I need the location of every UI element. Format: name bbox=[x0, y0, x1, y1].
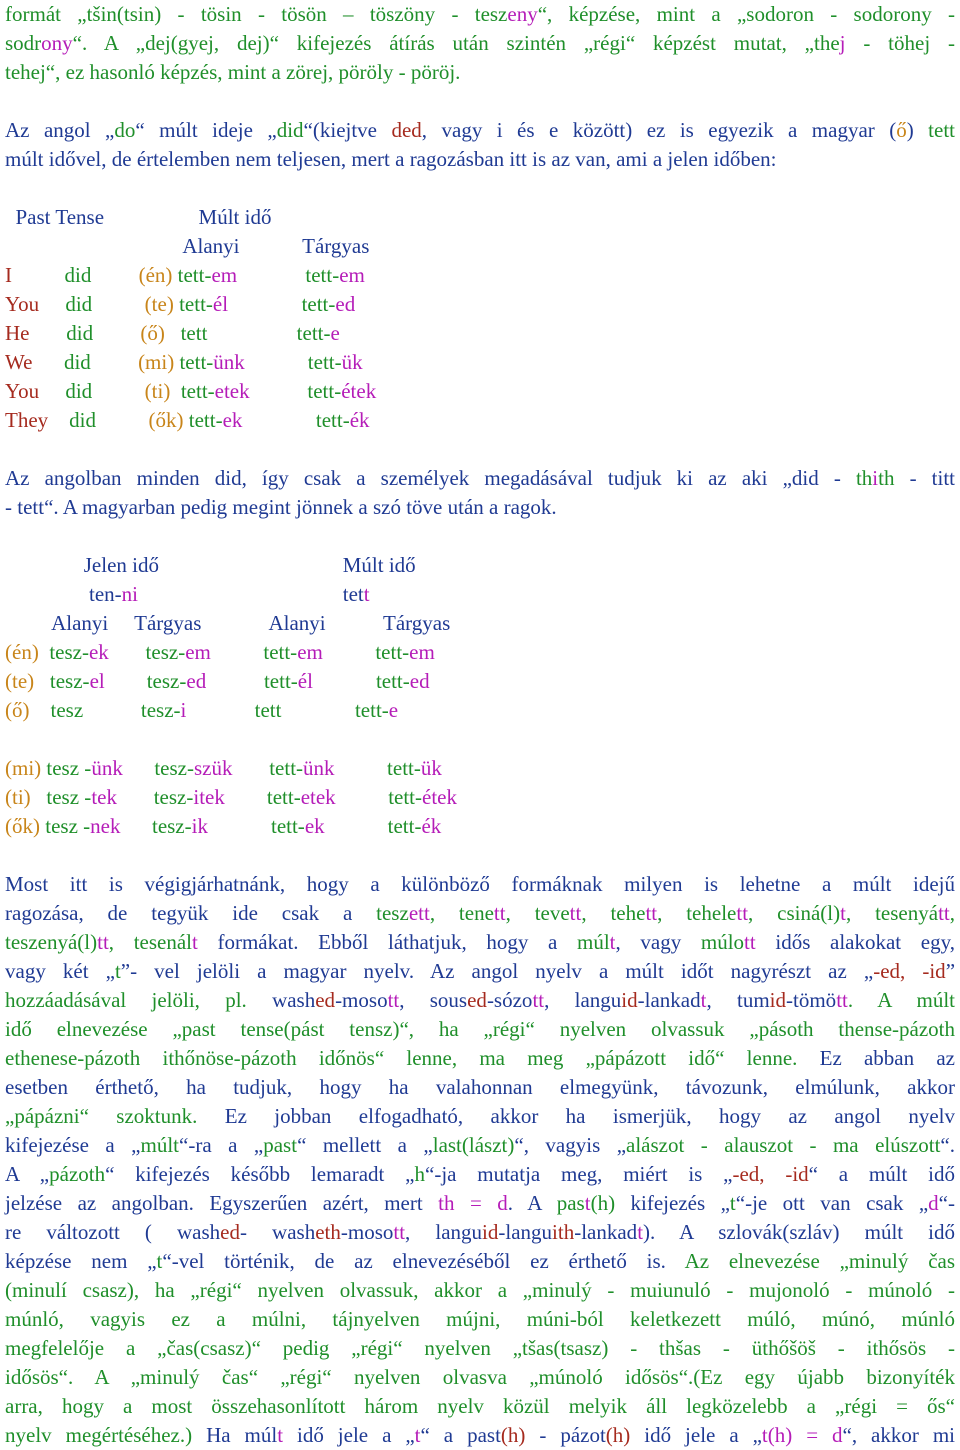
text-run: szük bbox=[193, 756, 233, 780]
text-run: „pápázni“ szoktunk. bbox=[5, 1104, 198, 1128]
text-run: id bbox=[482, 1220, 499, 1244]
text-run: t bbox=[609, 930, 616, 954]
text-run: nyelv megértéséhez.) bbox=[5, 1423, 193, 1447]
text-run: “-ra a „ bbox=[179, 1133, 264, 1157]
text-run: tett- bbox=[334, 756, 421, 780]
text-run: tett- bbox=[172, 263, 212, 287]
text-run: ni bbox=[121, 582, 138, 606]
text-run: (én) bbox=[5, 640, 39, 664]
text-run: ek bbox=[222, 408, 243, 432]
text-run: Az angolban minden did, így csak a személyek megadásával tudjuk ki az aki „did - bbox=[5, 466, 856, 490]
text-run: “, képzése, mint a „sodoron - sodorony - bbox=[537, 2, 955, 26]
text-run: tesz bbox=[376, 901, 409, 925]
text-run: Past Tense Múlt idő bbox=[5, 205, 272, 229]
text-run: Ez abban az bbox=[797, 1046, 955, 1070]
text-line bbox=[5, 319, 955, 348]
text-run: ett bbox=[408, 901, 430, 925]
text-run: - wash bbox=[239, 1220, 316, 1244]
text-run: tett- bbox=[206, 669, 298, 693]
text-run: él bbox=[212, 292, 229, 316]
text-line bbox=[5, 870, 955, 899]
text-run: (h) bbox=[590, 1191, 616, 1215]
text-run: th bbox=[878, 466, 895, 490]
text-run: -moso bbox=[340, 1220, 394, 1244]
text-run: - töhej - bbox=[845, 31, 955, 55]
text-line bbox=[5, 348, 955, 377]
text-run: em bbox=[185, 640, 211, 664]
text-run: pas bbox=[556, 1191, 585, 1215]
text-run: t bbox=[114, 959, 121, 983]
text-run: formát „tšin(tsin) - tösin - tösön – töszöny - tesz bbox=[5, 2, 508, 26]
text-run: , tesenál bbox=[108, 930, 192, 954]
text-run: -lankad bbox=[574, 1220, 638, 1244]
text-run: (én) bbox=[138, 263, 173, 287]
text-run: Az elnevezése „minulý čas bbox=[684, 1249, 956, 1273]
text-run: - tett“. A magyarban pedig megint jönnek a szó töve után a ragok. bbox=[5, 495, 557, 519]
text-run: tett- bbox=[173, 292, 213, 316]
text-run: “-vel történik, de az elnevezéséből ez érthető is. bbox=[162, 1249, 685, 1273]
text-run: ” bbox=[945, 959, 956, 983]
text-run: “ a múlt idő bbox=[808, 1162, 956, 1186]
text-run: múlt bbox=[140, 1133, 180, 1157]
text-run: idősös“. A „minulý čas“ „régi“ nyelven olvasva „múnoló idősös“.(Ez egy újabb bizonyíték bbox=[5, 1365, 955, 1389]
text-run: tet bbox=[138, 582, 364, 606]
text-run: ek bbox=[88, 640, 109, 664]
text-run: tett bbox=[928, 118, 955, 142]
text-run: tt bbox=[569, 901, 582, 925]
text-line bbox=[5, 928, 955, 957]
text-run: (ő) bbox=[140, 321, 165, 345]
text-run: ) bbox=[906, 118, 929, 142]
text-run: tt bbox=[736, 901, 749, 925]
text-run: Most itt is végigjárhatnánk, hogy a különböző formáknak milyen is lehetne a múlt idejű bbox=[5, 872, 955, 896]
text-run: tett- bbox=[249, 379, 342, 403]
text-line bbox=[5, 1102, 955, 1131]
text-run: i bbox=[872, 466, 879, 490]
text-run: formákat. Ebből láthatjuk, hogy a bbox=[197, 930, 577, 954]
text-line bbox=[5, 1073, 955, 1102]
text-line bbox=[5, 1392, 955, 1421]
text-line bbox=[5, 493, 955, 522]
text-run: , tehele bbox=[657, 901, 737, 925]
text-run: tett- bbox=[174, 350, 214, 374]
text-run: , tehe bbox=[581, 901, 646, 925]
text-line bbox=[5, 1334, 955, 1363]
text-run: étek bbox=[341, 379, 377, 403]
text-run: em bbox=[297, 640, 323, 664]
text-run: ed bbox=[467, 988, 487, 1012]
text-run: sodr bbox=[5, 31, 42, 55]
text-run: last(lászt) bbox=[432, 1133, 515, 1157]
text-run: alászot - alauszot - ma elúszott bbox=[626, 1133, 941, 1157]
text-run: tt bbox=[387, 988, 400, 1012]
text-line bbox=[5, 638, 955, 667]
text-run: tesz- bbox=[122, 756, 194, 780]
text-run: tett- bbox=[242, 408, 350, 432]
text-run: tt bbox=[393, 1220, 406, 1244]
text-run: eny bbox=[507, 2, 538, 26]
text-run: “ kifejezés később lemaradt „ bbox=[105, 1162, 415, 1186]
text-run: t bbox=[700, 988, 707, 1012]
text-run: . A múlt bbox=[847, 988, 956, 1012]
text-run: (te) bbox=[5, 669, 35, 693]
text-line bbox=[5, 1421, 955, 1450]
text-line bbox=[5, 406, 955, 435]
text-run: did bbox=[65, 379, 145, 403]
text-run: (ő) bbox=[5, 698, 30, 722]
text-run: (minulí csasz), ha „régi“ nyelven olvassuk, akkor a „minulý - muiunuló - mujonoló - múnoló - bbox=[5, 1278, 955, 1302]
text-run: , bbox=[949, 901, 955, 925]
text-run: ük bbox=[341, 350, 363, 374]
text-run: etek bbox=[300, 785, 336, 809]
text-run: “ mellett a „ bbox=[297, 1133, 433, 1157]
text-run: , langu bbox=[405, 1220, 483, 1244]
text-run: tesz - bbox=[30, 785, 92, 809]
text-run: “(kiejtve bbox=[303, 118, 392, 142]
text-line bbox=[5, 754, 955, 783]
text-line bbox=[5, 58, 955, 87]
text-run: em bbox=[339, 263, 365, 287]
text-run: ragozása, de tegyük ide csak a bbox=[5, 901, 377, 925]
text-run: tesz - bbox=[40, 814, 91, 838]
text-run: tett- bbox=[183, 408, 223, 432]
text-line bbox=[5, 1247, 955, 1276]
text-run: tek bbox=[91, 785, 117, 809]
text-run: tesz tesz- bbox=[29, 698, 181, 722]
text-run: ed bbox=[409, 669, 430, 693]
text-run: kifejezés „ bbox=[615, 1191, 730, 1215]
text-run: jelzése az angolban. Egyszerűen azért, mert bbox=[5, 1191, 439, 1215]
text-run: (ők) bbox=[5, 814, 40, 838]
text-run: -sózo bbox=[486, 988, 533, 1012]
text-run: th bbox=[855, 466, 873, 490]
text-run: Jelen idő Múlt idő bbox=[5, 553, 416, 577]
text-run: “- bbox=[938, 1191, 955, 1215]
text-line bbox=[5, 609, 955, 638]
text-line bbox=[5, 957, 955, 986]
text-run: t(h) = d bbox=[761, 1423, 843, 1447]
text-run: ed bbox=[315, 988, 336, 1012]
text-run: - titt bbox=[894, 466, 955, 490]
text-run: tesz- bbox=[104, 669, 187, 693]
text-run: “, vagyis „ bbox=[514, 1133, 627, 1157]
text-line bbox=[5, 116, 955, 145]
text-run: tesz- bbox=[34, 669, 90, 693]
text-run: idő jele a „ bbox=[630, 1423, 762, 1447]
text-run: t bbox=[156, 1249, 163, 1273]
text-run: tehej“, ez hasonló képzés, mint a zörej, pöröly - pöröj. bbox=[5, 60, 461, 84]
text-run: tt bbox=[744, 930, 756, 954]
text-run: , csiná(l) bbox=[748, 901, 841, 925]
text-run: did bbox=[66, 321, 141, 345]
text-run: idő elnevezése „past tense(pást tensz)“, ha „régi“ nyelven olvassuk „pásoth thense-pázoth bbox=[5, 1017, 955, 1041]
text-run: , teve bbox=[505, 901, 570, 925]
text-run: “-je ott van csak „ bbox=[735, 1191, 929, 1215]
text-run: “. bbox=[940, 1133, 955, 1157]
text-run: ünk bbox=[213, 350, 245, 374]
text-run: e bbox=[330, 321, 340, 345]
text-line bbox=[5, 1015, 955, 1044]
text-run: - pázot bbox=[525, 1423, 606, 1447]
text-run: tett- bbox=[244, 350, 342, 374]
text-run: ünk bbox=[303, 756, 335, 780]
text-run: képzése nem „ bbox=[5, 1249, 157, 1273]
text-run: -ed, -id bbox=[732, 1162, 809, 1186]
text-run: Ha múl bbox=[192, 1423, 278, 1447]
text-run: etek bbox=[214, 379, 250, 403]
text-run: , vagy bbox=[615, 930, 701, 954]
text-run: tesz- bbox=[120, 814, 192, 838]
text-run: e bbox=[388, 698, 399, 722]
text-run: He bbox=[5, 321, 67, 345]
text-line bbox=[5, 1363, 955, 1392]
text-run: (ők) bbox=[148, 408, 184, 432]
text-run: “-ja mutatja meg, miért is „ bbox=[425, 1162, 733, 1186]
text-run: -lankad bbox=[637, 988, 701, 1012]
text-run: ed bbox=[220, 1220, 240, 1244]
text-run: i bbox=[180, 698, 187, 722]
text-line bbox=[5, 1218, 955, 1247]
text-run: t bbox=[584, 1191, 591, 1215]
text-run: t bbox=[363, 582, 370, 606]
text-line bbox=[5, 812, 955, 841]
text-run: . A bbox=[507, 1191, 557, 1215]
text-run: I bbox=[5, 263, 65, 287]
text-line bbox=[5, 1276, 955, 1305]
text-run: -langu bbox=[498, 1220, 553, 1244]
text-run: , vagy i és e között) ez is egyezik a magyar ( bbox=[421, 118, 897, 142]
text-run: past bbox=[263, 1133, 298, 1157]
text-run: ék bbox=[421, 814, 442, 838]
text-run: “. A „dej(gyej, dej)“ kifejezés átírás után szintén „régi“ képzést mutat, „the bbox=[72, 31, 840, 55]
text-run: tett- bbox=[324, 814, 422, 838]
text-run: nek bbox=[90, 814, 121, 838]
text-run: -ed, -id bbox=[873, 959, 946, 983]
text-run: , sous bbox=[399, 988, 468, 1012]
text-run: ed bbox=[186, 669, 207, 693]
text-run: tett- bbox=[232, 756, 304, 780]
text-run: tt bbox=[645, 901, 658, 925]
text-run: él bbox=[297, 669, 313, 693]
text-run: , tene bbox=[429, 901, 494, 925]
text-run: (ti) bbox=[5, 785, 31, 809]
text-line bbox=[5, 464, 955, 493]
text-run: Alanyi Tárgyas bbox=[5, 234, 370, 258]
text-line bbox=[5, 783, 955, 812]
text-run: ék bbox=[349, 408, 370, 432]
text-run: el bbox=[89, 669, 105, 693]
text-run: ük bbox=[420, 756, 442, 780]
text-run: (mi) bbox=[138, 350, 175, 374]
text-run: t bbox=[277, 1423, 284, 1447]
text-run: A „ bbox=[5, 1162, 50, 1186]
text-run: , tum bbox=[706, 988, 770, 1012]
text-run: ony bbox=[41, 31, 73, 55]
text-run: hozzáadásával jelöli, pl. bbox=[5, 988, 273, 1012]
text-run: tett- bbox=[237, 263, 340, 287]
text-run: tett- bbox=[210, 640, 298, 664]
text-run: tesz- bbox=[108, 640, 186, 664]
text-line bbox=[5, 29, 955, 58]
text-line bbox=[5, 1305, 955, 1334]
text-run: tesz - bbox=[41, 756, 92, 780]
text-run: wash bbox=[272, 988, 316, 1012]
text-line bbox=[5, 0, 955, 29]
text-run: did bbox=[64, 263, 139, 287]
text-run: h bbox=[414, 1162, 425, 1186]
text-line bbox=[5, 1044, 955, 1073]
text-run: tesz- bbox=[116, 785, 194, 809]
text-run: ek bbox=[304, 814, 325, 838]
text-run: (ti) bbox=[144, 379, 171, 403]
text-run: em bbox=[409, 640, 435, 664]
text-run: t bbox=[637, 1220, 644, 1244]
text-run: ik bbox=[191, 814, 208, 838]
text-run: ”- vel jelöli a magyar nyelv. Az angol nyelv a múlt időt nagyrészt az „ bbox=[120, 959, 874, 983]
text-run: t bbox=[840, 901, 846, 925]
text-run: étek bbox=[422, 785, 457, 809]
text-line bbox=[5, 377, 955, 406]
text-run: th = d bbox=[438, 1191, 508, 1215]
text-run: ). A szlovák(szláv) múlt idő bbox=[643, 1220, 956, 1244]
text-run: tt bbox=[532, 988, 545, 1012]
text-run: múl bbox=[576, 930, 610, 954]
text-line bbox=[5, 986, 955, 1015]
text-run: (te) bbox=[144, 292, 174, 316]
text-run: You bbox=[5, 292, 66, 316]
text-run: do bbox=[114, 118, 136, 142]
text-run: tett- bbox=[228, 292, 336, 316]
text-run: -tömö bbox=[786, 988, 837, 1012]
text-run: idő jele a „ bbox=[283, 1423, 415, 1447]
text-run: em bbox=[211, 263, 238, 287]
text-line bbox=[5, 232, 955, 261]
text-line bbox=[5, 1160, 955, 1189]
text-line bbox=[5, 580, 955, 609]
text-run: tett- bbox=[312, 669, 410, 693]
text-run: tett- bbox=[224, 785, 301, 809]
text-line bbox=[5, 551, 955, 580]
text-run: ed bbox=[335, 292, 356, 316]
text-run: tett- bbox=[170, 379, 215, 403]
text-line bbox=[5, 145, 955, 174]
text-run: múnló, vagyis ez a múlni, tájnyelven mújni, múni-ból keletkezett múló, múnó, múnló bbox=[5, 1307, 955, 1331]
text-run: , langu bbox=[544, 988, 622, 1012]
text-run: múlt idővel, de értelemben nem teljesen, mert a ragozásban itt is az van, ami a jelen időben: bbox=[5, 147, 777, 171]
text-run: tt bbox=[938, 901, 950, 925]
text-run: j bbox=[839, 31, 846, 55]
text-run: tt bbox=[836, 988, 848, 1012]
text-run: arra, hogy a most összehasonlított három nyelv közül melyik áll legközelebb a „régi = ős“ bbox=[5, 1394, 955, 1418]
text-line bbox=[5, 261, 955, 290]
text-run: tett tett- bbox=[186, 698, 389, 722]
text-run: id bbox=[769, 988, 787, 1012]
text-run: tett tett- bbox=[164, 321, 331, 345]
text-run: Alanyi Tárgyas Alanyi Tárgyas bbox=[5, 611, 451, 635]
text-run: Ez jobban elfogadható, akkor ha ismerjük, hogy az angol nyelv bbox=[197, 1104, 955, 1128]
text-run: kifejezése a „ bbox=[5, 1133, 141, 1157]
text-run: did bbox=[63, 350, 139, 374]
text-run: re változott ( wash bbox=[5, 1220, 221, 1244]
text-line bbox=[5, 1131, 955, 1160]
text-run: múlo bbox=[700, 930, 745, 954]
text-line bbox=[5, 1189, 955, 1218]
text-line bbox=[5, 899, 955, 928]
text-run: tett- bbox=[335, 785, 423, 809]
text-run: (h) bbox=[500, 1423, 526, 1447]
text-run: eth bbox=[315, 1220, 341, 1244]
text-run: Az angol „ bbox=[5, 118, 115, 142]
text-run: ünk bbox=[91, 756, 123, 780]
text-run: (h) bbox=[605, 1423, 631, 1447]
text-run: ten- bbox=[5, 582, 122, 606]
text-run: ő bbox=[896, 118, 907, 142]
text-run: “ a past bbox=[420, 1423, 501, 1447]
text-run: tt bbox=[493, 901, 506, 925]
text-run: pázoth bbox=[49, 1162, 106, 1186]
text-run: “, akkor mi bbox=[842, 1423, 955, 1447]
text-run: megfelelője a „čas(csasz)“ pedig „régi“ nyelven „tšas(tsasz) - thšas - üthőšöš - ithősös - bbox=[5, 1336, 955, 1360]
text-line bbox=[5, 203, 955, 232]
text-run: teszenyá(l) bbox=[5, 930, 98, 954]
text-run: ded bbox=[391, 118, 422, 142]
text-run: t bbox=[414, 1423, 421, 1447]
text-run: id bbox=[621, 988, 638, 1012]
text-run: ith bbox=[552, 1220, 575, 1244]
text-line bbox=[5, 290, 955, 319]
text-run: ethenese-pázoth ithőnöse-pázoth időnös“ lenne, ma meg „pápázott idő“ lenne. bbox=[5, 1046, 798, 1070]
text-run: t bbox=[192, 930, 198, 954]
text-line bbox=[5, 667, 955, 696]
text-run: idős alakokat egy, bbox=[755, 930, 955, 954]
text-run: -moso bbox=[335, 988, 388, 1012]
text-run: did bbox=[276, 118, 304, 142]
text-run: tett- bbox=[207, 814, 305, 838]
text-run: tt bbox=[97, 930, 109, 954]
text-run: (mi) bbox=[5, 756, 42, 780]
text-run: did bbox=[65, 292, 145, 316]
text-run: vagy két „ bbox=[5, 959, 115, 983]
text-run: d bbox=[928, 1191, 939, 1215]
text-run: , tesenyá bbox=[845, 901, 939, 925]
text-run: They bbox=[5, 408, 70, 432]
text-run: “ múlt ideje „ bbox=[135, 118, 277, 142]
text-run: esetben érthető, ha tudjuk, hogy ha valahonnan elmegyünk, távozunk, elmúlunk, akkor bbox=[5, 1075, 955, 1099]
text-run: t bbox=[729, 1191, 736, 1215]
text-run: itek bbox=[193, 785, 225, 809]
text-run: You bbox=[5, 379, 66, 403]
text-run: did bbox=[69, 408, 149, 432]
text-run: tett- bbox=[322, 640, 410, 664]
text-line bbox=[5, 696, 955, 725]
text-run: We bbox=[5, 350, 64, 374]
text-run: tesz- bbox=[38, 640, 89, 664]
